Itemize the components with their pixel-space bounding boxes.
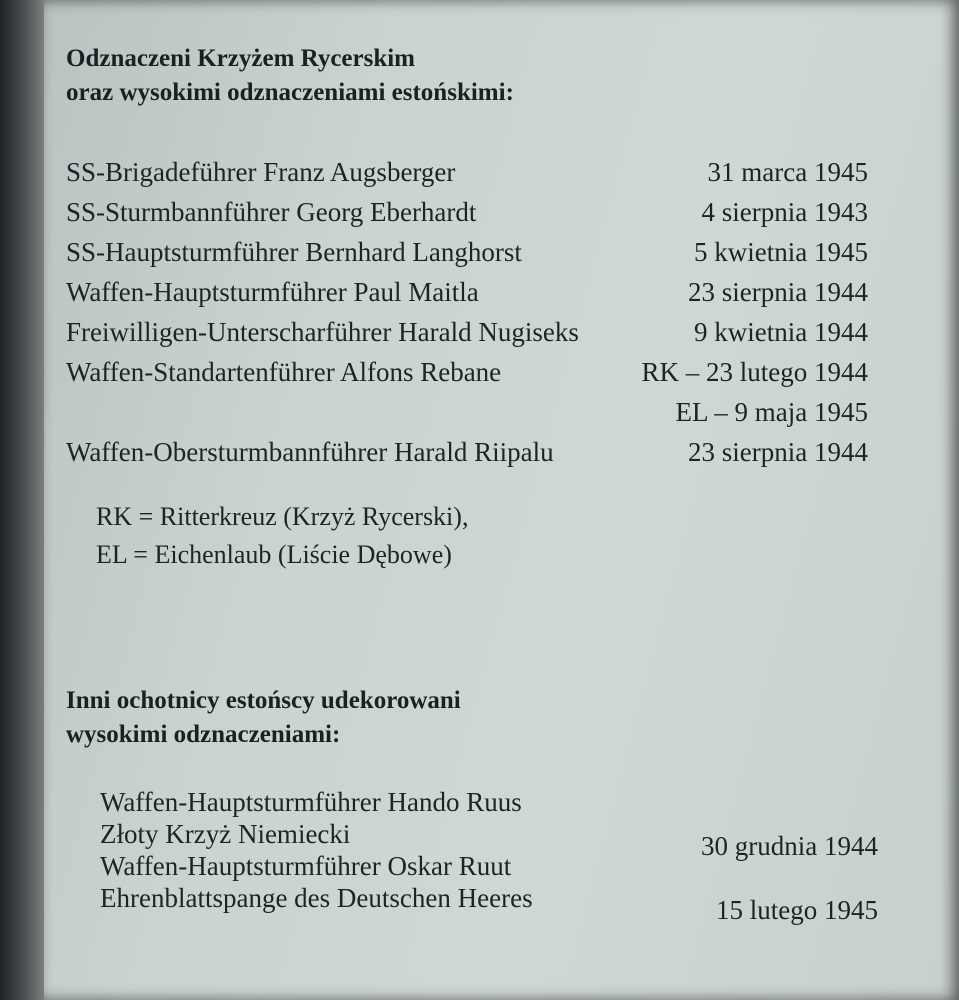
award-date: 9 kwietnia 1944 [694, 317, 868, 347]
legend-line: RK = Ritterkreuz (Krzyż Rycerski), [96, 502, 469, 531]
list-item [100, 786, 878, 818]
award-date: 4 sierpnia 1943 [701, 197, 868, 227]
other-volunteers-list [100, 786, 878, 925]
list-item [66, 352, 868, 392]
book-gutter [0, 0, 44, 1000]
list-item [66, 192, 868, 232]
award-date: 31 marca 1945 [707, 157, 868, 187]
list-item [66, 272, 868, 312]
list-item [100, 850, 878, 882]
section-other-volunteers-heading [66, 684, 461, 752]
award-date: RK – 23 lutego 1944 [641, 357, 868, 387]
award-date: 5 kwietnia 1945 [694, 237, 868, 267]
recipient-name: SS-Brigadeführer Franz Augsberger [66, 157, 456, 187]
award-name: Ehrenblattspange des Deutschen Heeres [100, 883, 533, 913]
heading-line: Odznaczeni Krzyżem Rycerskim [66, 45, 416, 72]
list-item [66, 232, 868, 272]
heading-line: Inni ochotnicy estońscy udekorowani [66, 687, 461, 714]
list-item [100, 818, 878, 861]
recipient-name: Waffen-Obersturmbannführer Harald Riipalu [66, 437, 554, 467]
legend-line: EL = Eichenlaub (Liście Dębowe) [96, 540, 452, 569]
list-item [100, 882, 878, 925]
recipient-name: Waffen-Hauptsturmführer Oskar Ruut [100, 851, 512, 881]
award-date: 23 sierpnia 1944 [688, 437, 868, 467]
award-date: 23 sierpnia 1944 [688, 277, 868, 307]
section-knights-cross-heading [66, 42, 514, 110]
award-date: 30 grudnia 1944 [701, 831, 878, 861]
abbreviation-legend [96, 498, 468, 574]
list-item [66, 312, 868, 352]
recipient-name: SS-Sturmbannführer Georg Eberhardt [66, 197, 477, 227]
recipient-name: SS-Hauptsturmführer Bernhard Langhorst [66, 237, 522, 267]
recipient-name: Waffen-Standartenführer Alfons Rebane [66, 357, 502, 387]
heading-line: oraz wysokimi odznaczeniami estońskimi: [66, 79, 514, 106]
list-item [66, 152, 868, 192]
recipient-name: Freiwilligen-Unterscharführer Harald Nugiseks [66, 317, 579, 347]
heading-line: wysokimi odznaczeniami: [66, 721, 341, 748]
list-item [66, 392, 868, 432]
award-date: EL – 9 maja 1945 [675, 397, 868, 427]
list-item [66, 432, 868, 472]
award-date: 15 lutego 1945 [716, 895, 878, 925]
recipient-name: Waffen-Hauptsturmführer Paul Maitla [66, 277, 479, 307]
award-name: Złoty Krzyż Niemiecki [100, 819, 351, 849]
recipient-name: Waffen-Hauptsturmführer Hando Ruus [100, 787, 522, 817]
